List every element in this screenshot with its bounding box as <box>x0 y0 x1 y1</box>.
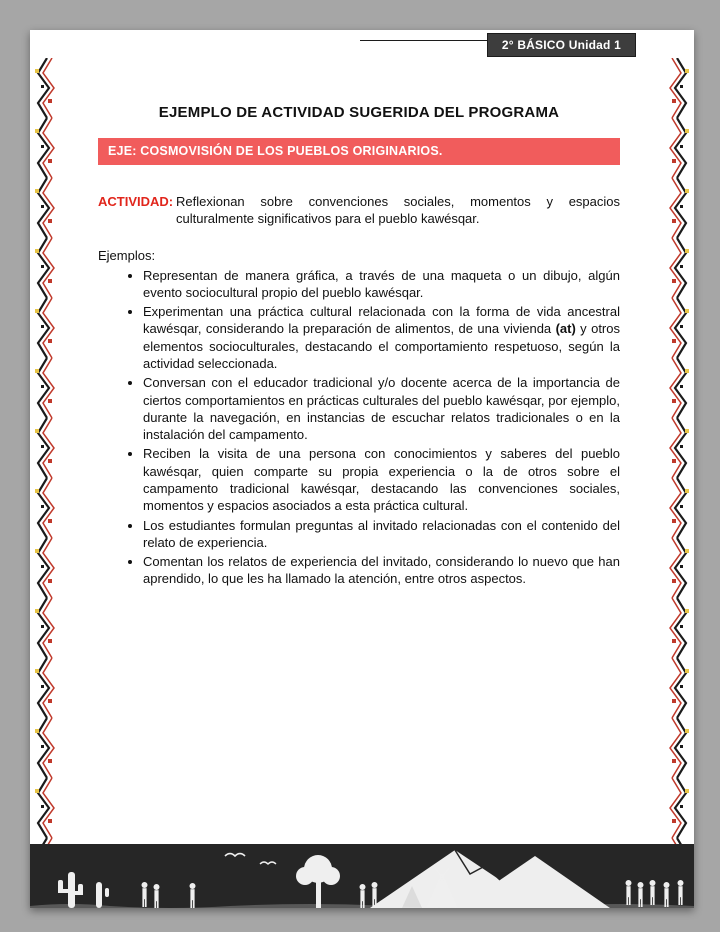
page-title: EJEMPLO DE ACTIVIDAD SUGERIDA DEL PROGRAMA <box>158 104 560 121</box>
bullet-text: Experimentan una práctica cultural relacionada con la forma de vida ancestral kawésqar, considerando la preparación de alimentos, de una vivienda <box>143 304 620 337</box>
activity-section <box>98 193 620 228</box>
footer-illustration <box>30 844 694 908</box>
activity-label: ACTIVIDAD: <box>98 194 174 209</box>
examples-label: Ejemplos: <box>98 247 156 263</box>
bullet-text: Representan de manera gráfica, a través de una maqueta o un dibujo, algún evento sociocultural propio del pueblo kawésqar. <box>143 267 620 300</box>
bullet-text: y otros elementos socioculturales, destacando el comportamiento respetuoso, según la actividad seleccionada. <box>143 321 620 371</box>
unit-badge: 2° BÁSICO Unidad 1 <box>487 33 636 57</box>
bullet-text: Los estudiantes formulan preguntas al invitado relacionadas con el contenido del relato de experiencia. <box>143 517 620 550</box>
bullet-text: Reciben la visita de una persona con conocimientos y saberes del pueblo kawésqar, quien comparte su propia experiencia o la de otros sobre el campamento tradicional kawésqar, destacando las convenciones sociales, momentos y espacios asociados a esta práctica cultural. <box>143 446 620 514</box>
left-tribal-border-icon <box>32 58 58 844</box>
bullet-text: Comentan los relatos de experiencia del invitado, considerando lo nuevo que han aprendido, lo que les ha llamado la atención, entre otros aspectos. <box>143 554 620 587</box>
list-item <box>143 553 620 588</box>
list-item <box>143 303 620 372</box>
list-item <box>143 517 620 552</box>
document-page <box>30 30 694 908</box>
document-content <box>98 30 620 590</box>
bullet-text-bold: (at) <box>555 321 576 337</box>
activity-text: Reflexionan sobre convenciones sociales, momentos y espacios culturalmente significativos para el pueblo kawésqar. <box>176 194 620 227</box>
right-tribal-border-icon <box>666 58 692 844</box>
list-item <box>143 267 620 302</box>
eje-banner: EJE: COSMOVISIÓN DE LOS PUEBLOS ORIGINARIOS. <box>98 138 620 165</box>
bullet-text: Conversan con el educador tradicional y/o docente acerca de la importancia de ciertos comportamientos en prácticas culturales del pueblo kawésqar, por ejemplo, durante la navegación, en instancias de escuchar relatos tradicionales o en la instalación del campamento. <box>143 375 620 443</box>
example-list <box>98 267 620 588</box>
list-item <box>143 374 620 443</box>
list-item <box>143 445 620 514</box>
